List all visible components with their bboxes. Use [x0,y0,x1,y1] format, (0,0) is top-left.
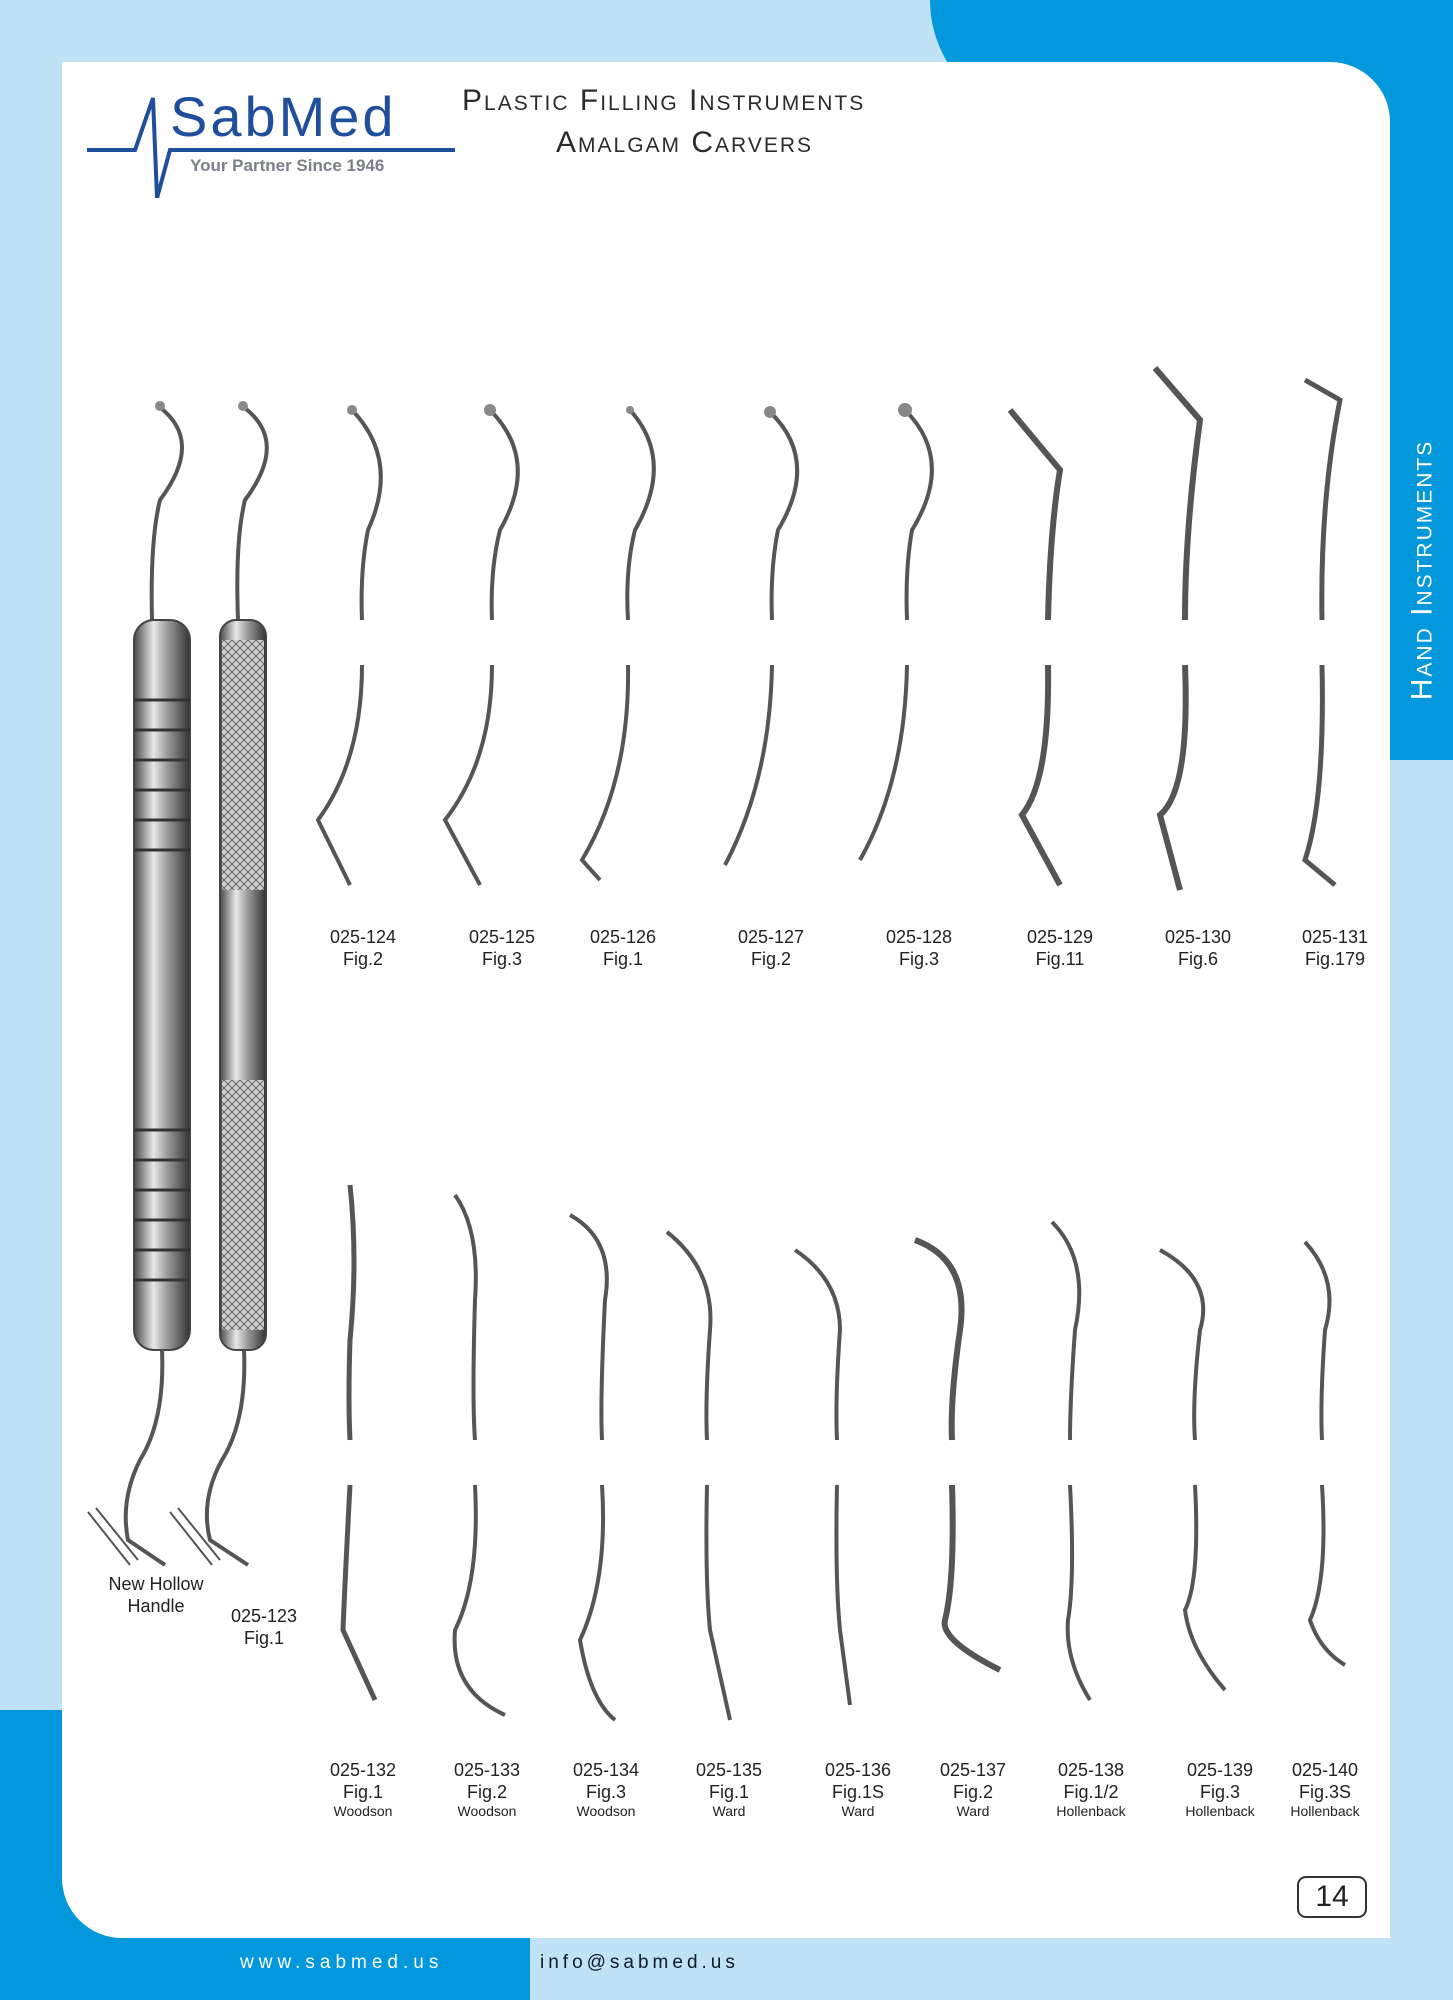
item-code: 025-137 [939,1760,1007,1780]
page-number: 14 [1297,1876,1367,1918]
item-fig: Fig.1 [708,1782,750,1802]
item-maker: Ward [956,1803,990,1819]
brand-tagline: Your Partner Since 1946 [190,156,385,175]
tip-025-136 [795,1250,850,1705]
item-fig: Fig.2 [952,1782,994,1802]
tip-025-139 [1160,1250,1225,1690]
row1-item-label [1027,926,1093,970]
tip-025-134 [570,1215,615,1720]
tip-025-129 [1010,410,1060,885]
item-fig: Fig.3 [898,949,940,969]
tip-025-126 [582,410,654,880]
page-title-line1: Plastic Filling Instruments [462,84,866,117]
row1-item-label [469,926,535,970]
item-fig: Fig.3 [1199,1782,1241,1802]
item-code: 025-139 [1186,1760,1254,1780]
item-fig: Fig.1S [831,1782,885,1802]
item-fig: Fig.2 [750,949,792,969]
item-code: 025-129 [1026,927,1094,947]
item-fig: Fig.6 [1177,949,1219,969]
item-code: 025-136 [824,1760,892,1780]
row2-item-label [1056,1759,1125,1819]
row1-item-label [590,926,656,970]
row2-item-label [573,1759,639,1819]
item-maker: Hollenback [1056,1803,1126,1819]
row2-item-label [825,1759,891,1819]
tip-025-133 [455,1195,505,1715]
hollow-handle-label: New Hollow Handle [108,1574,204,1616]
tip-025-137 [915,1240,1000,1670]
tip-025-131 [1305,380,1340,885]
item-code: 025-131 [1301,927,1369,947]
item-fig: Fig.3 [585,1782,627,1802]
row1-instrument-tips [318,368,1340,890]
item-maker: Hollenback [1185,1803,1255,1819]
item-code: 025-133 [453,1760,521,1780]
row2-item-label [454,1759,520,1819]
item-maker: Hollenback [1290,1803,1360,1819]
item-maker: Woodson [457,1803,517,1819]
item-fig: Fig.1/2 [1063,1782,1119,1802]
item-fig: Fig.1 [602,949,644,969]
item-fig: Fig.2 [466,1782,508,1802]
item-fig: Fig.1 [342,1782,384,1802]
row2-instrument-tips [343,1185,1345,1720]
item-code: 025-126 [589,927,657,947]
item-code: 025-124 [329,927,397,947]
tip-025-127 [725,412,797,865]
tip-025-130 [1155,368,1200,890]
row1-item-label [1165,926,1231,970]
item-fig: Fig.3 [481,949,523,969]
tip-025-138 [1052,1222,1090,1700]
item-code: 025-135 [695,1760,763,1780]
item-maker: Woodson [576,1803,636,1819]
item-code: 025-140 [1291,1760,1359,1780]
item-fig: Fig.1 [243,1628,285,1648]
item-fig: Fig.179 [1304,949,1366,969]
row2-item-label [940,1759,1006,1819]
item-maker: Ward [841,1803,875,1819]
item-maker: Woodson [333,1803,393,1819]
item-code: 025-130 [1164,927,1232,947]
tip-025-135 [667,1232,730,1720]
item-code: 025-132 [329,1760,397,1780]
row1-item-label [738,926,804,970]
tip-025-140 [1305,1242,1345,1665]
item-code: 025-134 [572,1760,640,1780]
item-fig: Fig.3S [1298,1782,1352,1802]
item-code: 025-127 [737,927,805,947]
item-code: 025-128 [885,927,953,947]
tip-025-124 [318,410,381,885]
item-fig: Fig.11 [1035,949,1085,969]
row1-item-label [1302,926,1368,970]
tip-025-125 [445,410,518,885]
row2-item-label [1185,1759,1254,1819]
row1-item-label [330,926,396,970]
row2-item-label [330,1759,396,1819]
row1-item-label [886,926,952,970]
item-fig: Fig.2 [342,949,384,969]
item-maker: Ward [712,1803,746,1819]
item-code: 025-123 [230,1606,298,1626]
footer-website-link[interactable]: www.sabmed.us [240,1952,444,1973]
row2-item-label [696,1759,762,1819]
item-code: 025-125 [468,927,536,947]
item-code: 025-138 [1057,1760,1125,1780]
hollow-handle-illustration [88,401,190,1565]
brand-name: SabMed [170,85,397,148]
tip-025-132 [343,1185,375,1700]
footer-email-link[interactable]: info@sabmed.us [540,1952,739,1973]
tip-025-128 [860,410,932,860]
page-title-line2: Amalgam Carvers [556,126,814,159]
side-tab-label: Hand Instruments [1405,439,1439,701]
row2-item-label [1290,1759,1359,1819]
handle-item-label [231,1605,297,1649]
